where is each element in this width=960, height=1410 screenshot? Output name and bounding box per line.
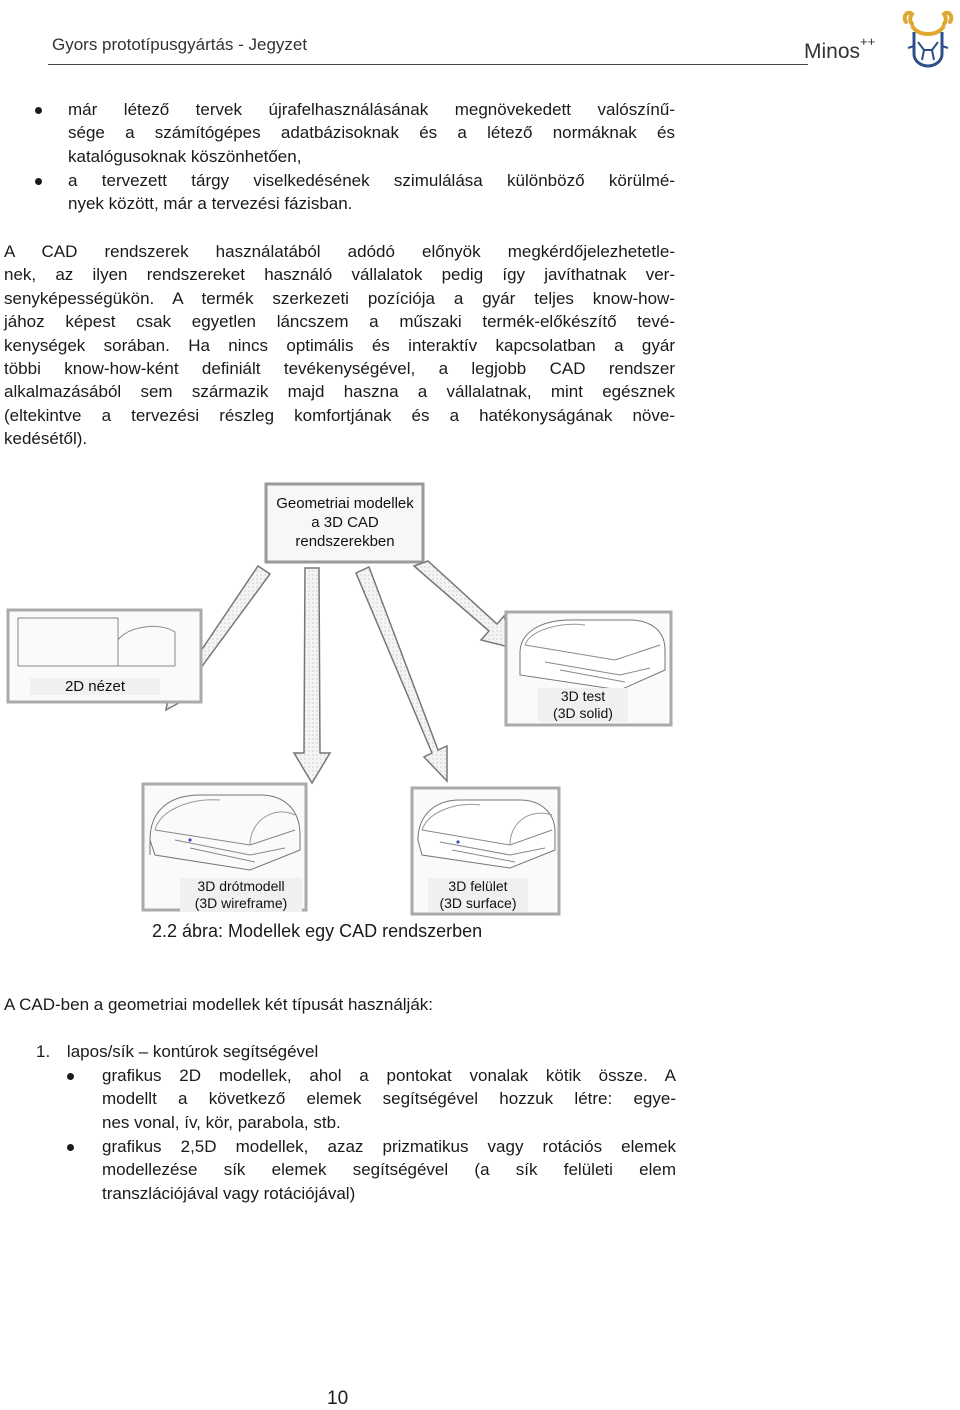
label-3d-solid bbox=[538, 688, 628, 722]
label-3d-wireframe bbox=[180, 878, 302, 912]
header-title: Gyors prototípusgyártás - Jegyzet bbox=[52, 35, 308, 54]
label-line: rendszerekben bbox=[295, 533, 395, 550]
label-line: (3D surface) bbox=[439, 895, 517, 911]
intro-sentence: A CAD-ben a geometriai modellek két típusát használják: bbox=[4, 995, 434, 1014]
label-line: a 3D CAD bbox=[311, 514, 379, 531]
text-line: a tervezett tárgy viselkedésének szimulálása különböző körülmé- bbox=[68, 171, 675, 190]
text-line: (eltekintve a tervezési részleg komfortjának és a hatékonyságának növe- bbox=[4, 405, 675, 425]
body-paragraph bbox=[4, 240, 675, 451]
brand-superscript: ++ bbox=[860, 34, 876, 49]
text-line: A CAD rendszerek használatából adódó előnyök megkérdőjelezhetetle- bbox=[4, 242, 675, 261]
minos-logo-icon bbox=[900, 8, 956, 70]
text-line: már létező tervek újrafelhasználásának megnövekedett valószínű- bbox=[68, 100, 675, 119]
numbered-item-text: lapos/sík – kontúrok segítségével bbox=[66, 1042, 319, 1061]
text-line: sége a számítógépes adatbázisoknak és a létező normáknak és bbox=[68, 123, 675, 143]
label-line: 3D test bbox=[560, 688, 606, 704]
page-number: 10 bbox=[327, 1388, 349, 1409]
text-line: kedésétől). bbox=[4, 429, 88, 449]
figure-drawing bbox=[0, 470, 960, 930]
label-line: (3D solid) bbox=[553, 705, 613, 721]
text-line: nyek között, már a tervezési fázisban. bbox=[68, 194, 353, 214]
bullet-marker bbox=[35, 178, 42, 185]
text-line: alkalmazásából sem származik majd haszna a vállalatnak, mint egésznek bbox=[4, 382, 675, 402]
arrow-to-wireframe bbox=[294, 568, 330, 783]
bullet-marker bbox=[67, 1144, 74, 1151]
label-line: 3D felület bbox=[448, 878, 508, 894]
bullet-marker bbox=[35, 107, 42, 114]
figure-caption: 2.2 ábra: Modellek egy CAD rendszerben bbox=[152, 921, 483, 941]
bullet-item bbox=[102, 1064, 676, 1134]
cad-models-figure bbox=[0, 470, 960, 930]
text-line: nes vonal, ív, kör, parabola, stb. bbox=[102, 1112, 341, 1132]
text-line: jához képest csak egyetlen láncszem a műszaki termék-előkészítő tevé- bbox=[4, 312, 675, 332]
bullet-item bbox=[68, 98, 675, 168]
text-line: grafikus 2,5D modellek, azaz prizmatikus vagy rotációs elemek bbox=[102, 1137, 676, 1156]
header-brand bbox=[804, 34, 876, 64]
label-2d-view: 2D nézet bbox=[30, 678, 160, 695]
label-line: (3D wireframe) bbox=[194, 895, 288, 911]
header-rule bbox=[48, 64, 808, 65]
text-line: nek, az ilyen rendszereket használó vállalatok pedig így javíthatnak ver- bbox=[4, 265, 675, 285]
numbered-item bbox=[36, 1040, 676, 1063]
label-3d-surface bbox=[428, 878, 528, 912]
bullet-item bbox=[68, 169, 675, 216]
text-line: modellt a következő elemek segítségével hozzuk létre: egye- bbox=[102, 1089, 676, 1109]
text-line: grafikus 2D modellek, ahol a pontokat vonalak kötik össze. A bbox=[102, 1066, 676, 1085]
top-box-label bbox=[270, 494, 420, 551]
text-line: senyképességükön. A termék szerkezeti pozíciója a gyár teljes know-how- bbox=[4, 288, 675, 308]
text-line: katalógusoknak köszönhetően, bbox=[68, 146, 302, 166]
text-line: többi know-how-ként definiált tevékenységével, a legjobb CAD rendszer bbox=[4, 359, 675, 379]
text-line: kenységek sorában. Ha nincs optimális és interaktív kapcsolatban a gyár bbox=[4, 335, 675, 355]
brand-name: Minos bbox=[804, 40, 861, 63]
label-line: Geometriai modellek bbox=[276, 495, 414, 512]
arrow-to-surface bbox=[356, 567, 447, 781]
bullet-item bbox=[102, 1135, 676, 1205]
text-line: modellezése sík elemek segítségével (a sík felületi elem bbox=[102, 1160, 676, 1180]
arrow-to-solid bbox=[414, 561, 513, 648]
numbered-item-number: 1. bbox=[36, 1042, 51, 1061]
label-line: 3D drótmodell bbox=[197, 878, 285, 894]
bullet-marker bbox=[67, 1073, 74, 1080]
text-line: transzlációjával vagy rotációjával) bbox=[102, 1183, 356, 1203]
